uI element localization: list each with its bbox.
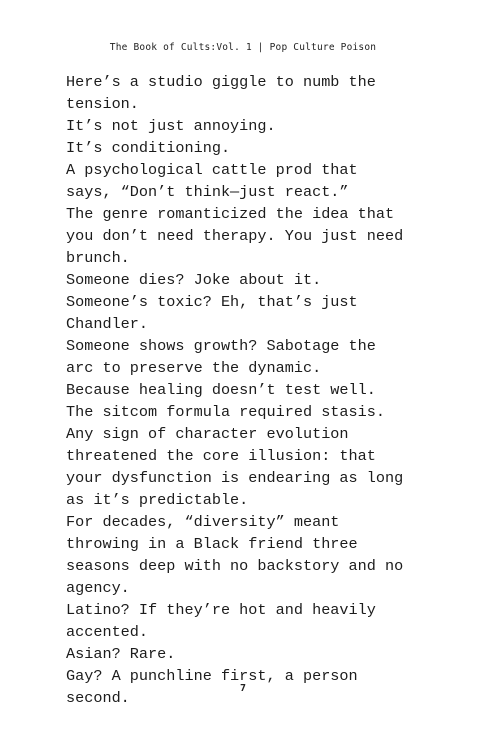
paragraph: A psychological cattle prod that says, “Don’t think—just react.” bbox=[66, 161, 358, 201]
body-text bbox=[66, 71, 406, 709]
paragraph: Any sign of character evolution threatened the core illusion: that your dysfunction is endearing as long as it’s predictable. bbox=[66, 425, 404, 509]
paragraph: Someone shows growth? Sabotage the arc to preserve the dynamic. bbox=[66, 337, 376, 377]
paragraph: Because healing doesn’t test well. bbox=[66, 381, 376, 399]
running-header: The Book of Cults:Vol. 1 | Pop Culture Poison bbox=[109, 42, 377, 53]
paragraph: Gay? A punchline first, a person second. bbox=[66, 667, 358, 707]
paragraph: It’s conditioning. bbox=[66, 139, 231, 157]
paragraph: For decades, “diversity” meant throwing in a Black friend three seasons deep with no backstory and no agency. bbox=[66, 513, 404, 597]
paragraph: The genre romanticized the idea that you don’t need therapy. You just need brunch. bbox=[66, 205, 404, 267]
paragraph: Someone’s toxic? Eh, that’s just Chandler. bbox=[66, 293, 358, 333]
paragraph: Here’s a studio giggle to numb the tension. bbox=[66, 73, 376, 113]
paragraph: Someone dies? Joke about it. bbox=[66, 271, 322, 289]
paragraph: Asian? Rare. bbox=[66, 645, 176, 663]
paragraph: It’s not just annoying. bbox=[66, 117, 276, 135]
paragraph: The sitcom formula required stasis. bbox=[66, 403, 385, 421]
page-number: 7 bbox=[239, 683, 247, 694]
paragraph: Latino? If they’re hot and heavily accented. bbox=[66, 601, 376, 641]
